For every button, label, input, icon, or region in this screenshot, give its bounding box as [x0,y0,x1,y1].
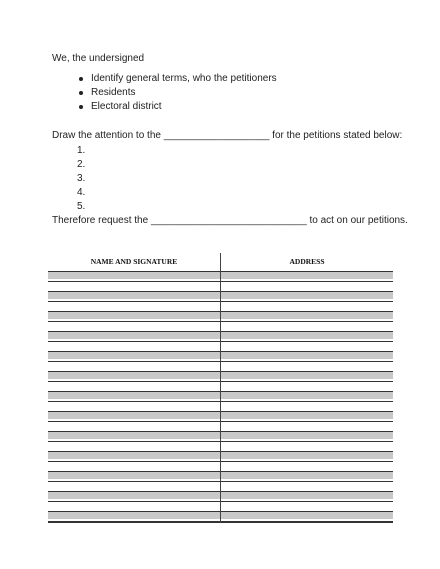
numbered-item: 4. [77,187,86,198]
intro-text: We, the undersigned [52,53,145,64]
numbered-item: 1. [77,145,86,156]
bullet-item: Identify general terms, who the petitioners [91,73,277,84]
bullet-icon [79,105,83,109]
bullet-icon [79,91,83,95]
bullet-item: Electoral district [91,101,162,112]
name-signature-header: NAME AND SIGNATURE [90,257,178,266]
draw-attention-line: Draw the attention to the ___________________ for the petitions stated below: [52,130,403,141]
address-header: ADDRESS [289,257,325,266]
numbered-item: 3. [77,173,86,184]
bullet-icon [79,77,83,81]
request-line: Therefore request the ____________________________ to act on our petitions. [52,215,408,226]
numbered-item: 5. [77,201,86,212]
numbered-item: 2. [77,159,86,170]
bullet-item: Residents [91,87,136,98]
signature-table [48,253,393,523]
column-divider [220,253,221,523]
